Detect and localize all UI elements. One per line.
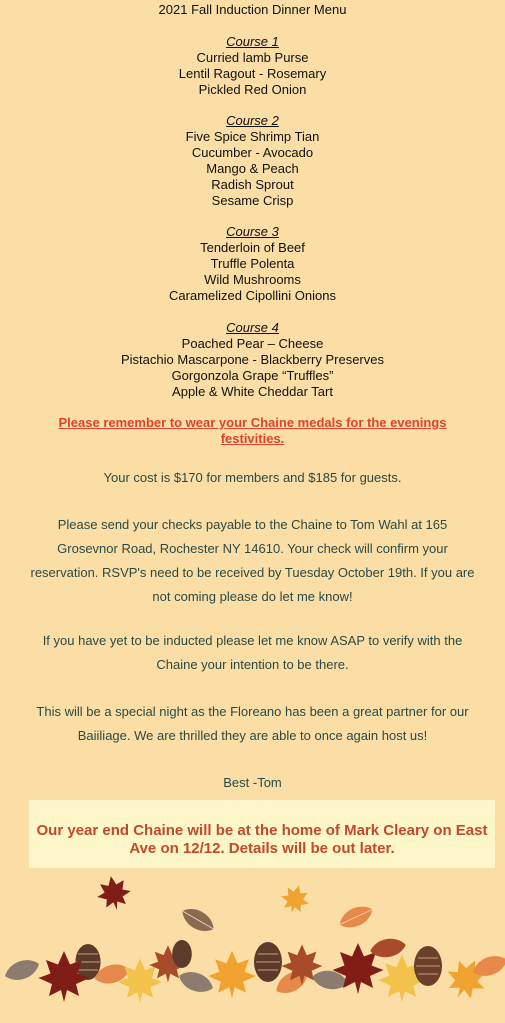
falling-oval-leaf-icon [336, 901, 376, 933]
induction-text: If you have yet to be inducted please let me know ASAP to verify with the Chaine your intention to be there. [42, 633, 463, 672]
course-4-item: Apple & White Cheddar Tart [172, 384, 333, 399]
course-2-item: Mango & Peach [206, 161, 299, 176]
course-3-item: Truffle Polenta [210, 256, 295, 271]
course-3-item: Tenderloin of Beef [200, 240, 305, 255]
course-1-item: Curried lamb Purse [196, 50, 309, 65]
course-3-heading: Course 3 [226, 224, 279, 239]
course-3-item: Wild Mushrooms [204, 272, 301, 287]
course-2-item: Sesame Crisp [211, 193, 294, 208]
year-end-callout [29, 800, 495, 868]
course-3-item: Caramelized Cipollini Onions [169, 288, 336, 303]
cost-text: Your cost is $170 for members and $185 for guests. [103, 470, 402, 485]
course-1 [0, 34, 505, 98]
year-end-callout-text: Our year end Chaine will be at the home of Mark Cleary on East Ave on 12/12. Details will be out later. [36, 822, 488, 857]
special-night-text: This will be a special night as the Floreano has been a great partner for our Baiiliage. We are thrilled they are able to once again host us! [36, 704, 469, 743]
course-2 [0, 113, 505, 209]
course-4-item: Gorgonzola Grape “Truffles” [171, 368, 334, 383]
falling-maple-leaf-icon [278, 881, 313, 916]
falling-maple-leaf-icon [94, 873, 133, 912]
course-4-item: Pistachio Mascarpone - Blackberry Preserves [121, 352, 384, 367]
payment-text: Please send your checks payable to the Chaine to Tom Wahl at 165 Grosevnor Road, Rochester NY 14610. Your check will confirm your reservation. RSVP's need to be received by Tuesday October 19th. If you are not coming please do let me know! [30, 517, 475, 604]
course-2-item: Radish Sprout [211, 177, 294, 192]
medals-reminder-link[interactable]: Please remember to wear your Chaine medals for the evenings festivities. [58, 415, 447, 446]
falling-oval-leaf-icon [178, 903, 218, 937]
course-2-item: Cucumber - Avocado [191, 145, 314, 160]
course-4-item: Poached Pear – Cheese [181, 336, 324, 351]
course-4-heading: Course 4 [226, 320, 279, 335]
leaf-pile [0, 936, 505, 1023]
course-4 [0, 320, 505, 400]
course-1-item: Lentil Ragout - Rosemary [178, 66, 327, 81]
course-1-heading: Course 1 [226, 34, 279, 49]
autumn-leaves-illustration [0, 870, 505, 1023]
course-3 [0, 224, 505, 304]
course-2-heading: Course 2 [226, 113, 279, 128]
course-2-item: Five Spice Shrimp Tian [185, 129, 320, 144]
signoff-text: Best -Tom [223, 775, 282, 790]
menu-title: 2021 Fall Induction Dinner Menu [158, 2, 347, 17]
course-1-item: Pickled Red Onion [198, 82, 307, 97]
